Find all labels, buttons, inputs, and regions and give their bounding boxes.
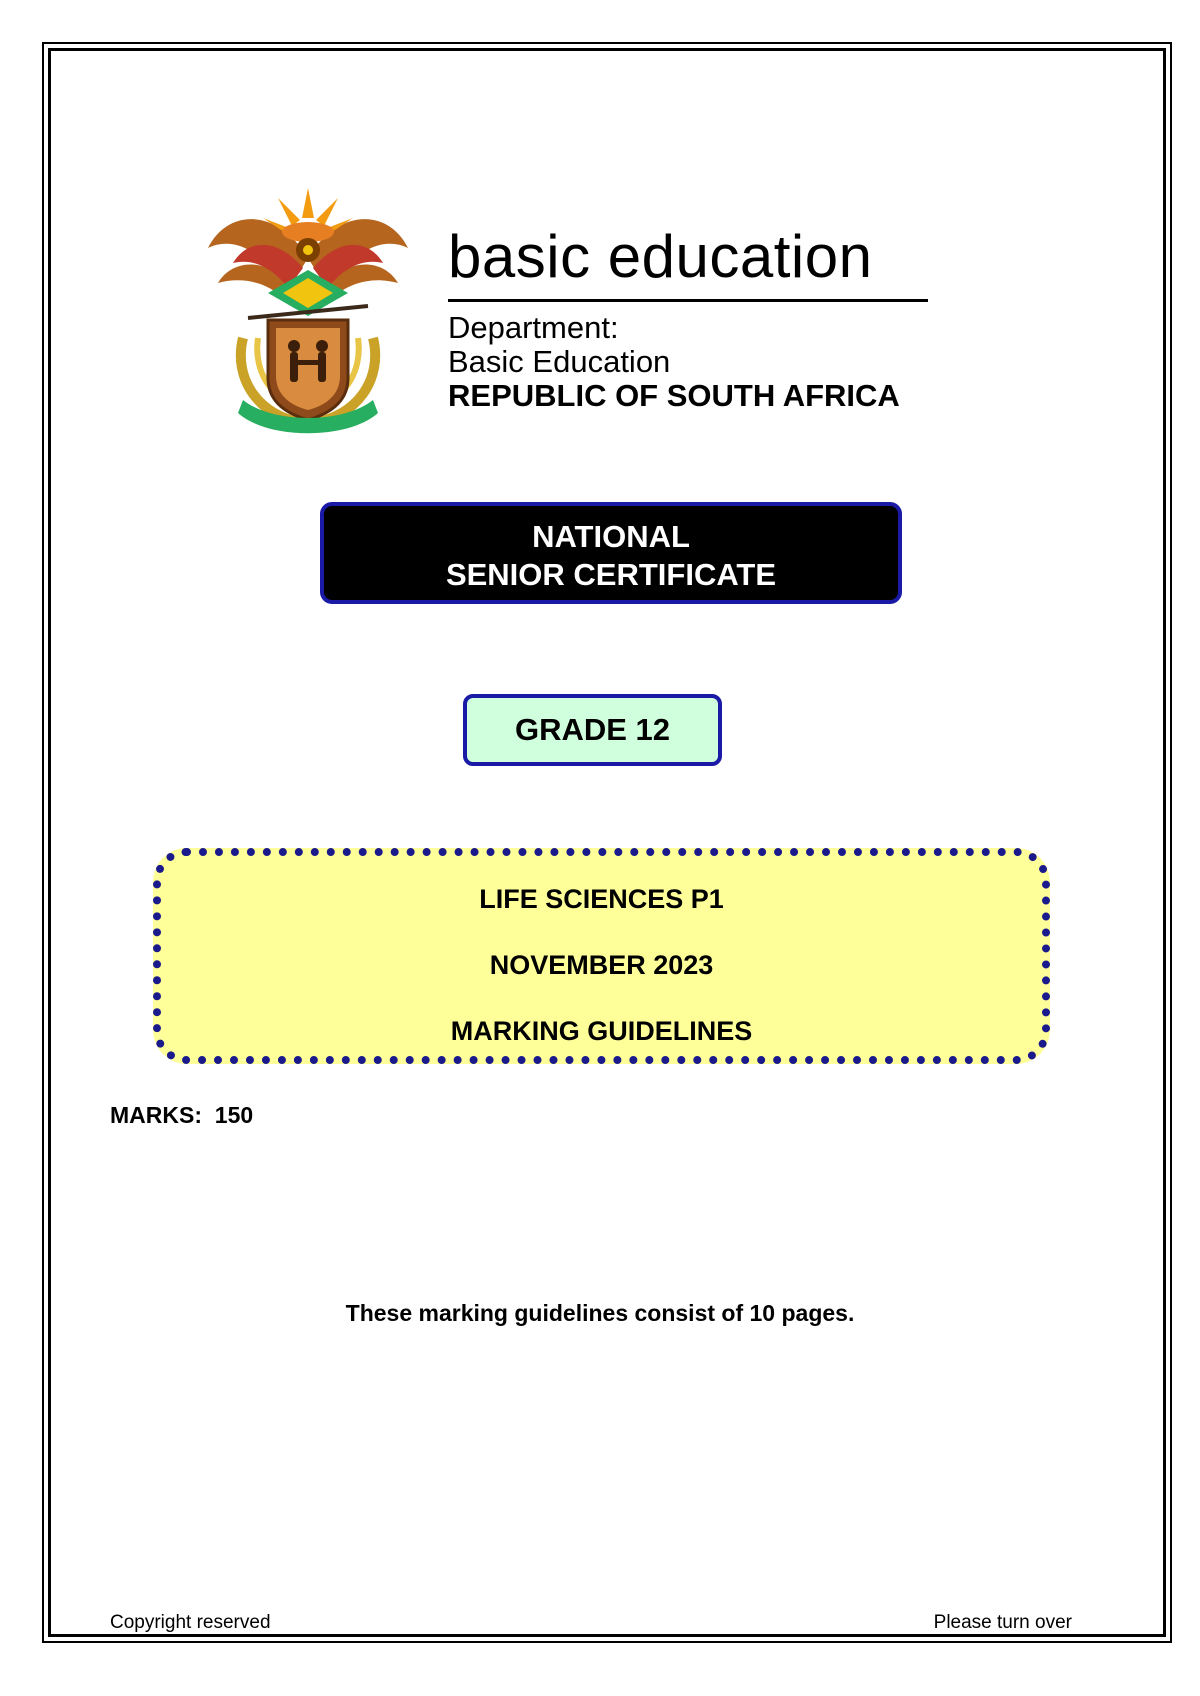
turn-over-notice: Please turn over	[933, 1612, 1072, 1633]
marks-label: MARKS:	[110, 1102, 202, 1128]
department-name: Basic Education	[448, 344, 671, 379]
coat-of-arms-icon	[208, 188, 408, 440]
grade-badge: GRADE 12	[463, 694, 722, 766]
subject-name: LIFE SCIENCES P1	[479, 884, 724, 914]
certificate-line-1: NATIONAL	[532, 519, 690, 554]
brand-title: basic education	[448, 223, 873, 290]
certificate-line-2: SENIOR CERTIFICATE	[445, 557, 777, 592]
exam-session: NOVEMBER 2023	[489, 950, 714, 980]
country-name: REPUBLIC OF SOUTH AFRICA	[448, 378, 900, 413]
subject-panel	[153, 848, 1050, 1064]
department-label: Department:	[448, 310, 619, 345]
brand-divider	[448, 299, 928, 302]
copyright-notice: Copyright reserved	[110, 1612, 271, 1633]
page-count-note: These marking guidelines consist of 10 pages.	[345, 1300, 855, 1326]
total-marks	[110, 1102, 253, 1129]
document-type: MARKING GUIDELINES	[450, 1016, 753, 1046]
certificate-banner	[320, 502, 902, 604]
marks-value: 150	[214, 1102, 254, 1128]
